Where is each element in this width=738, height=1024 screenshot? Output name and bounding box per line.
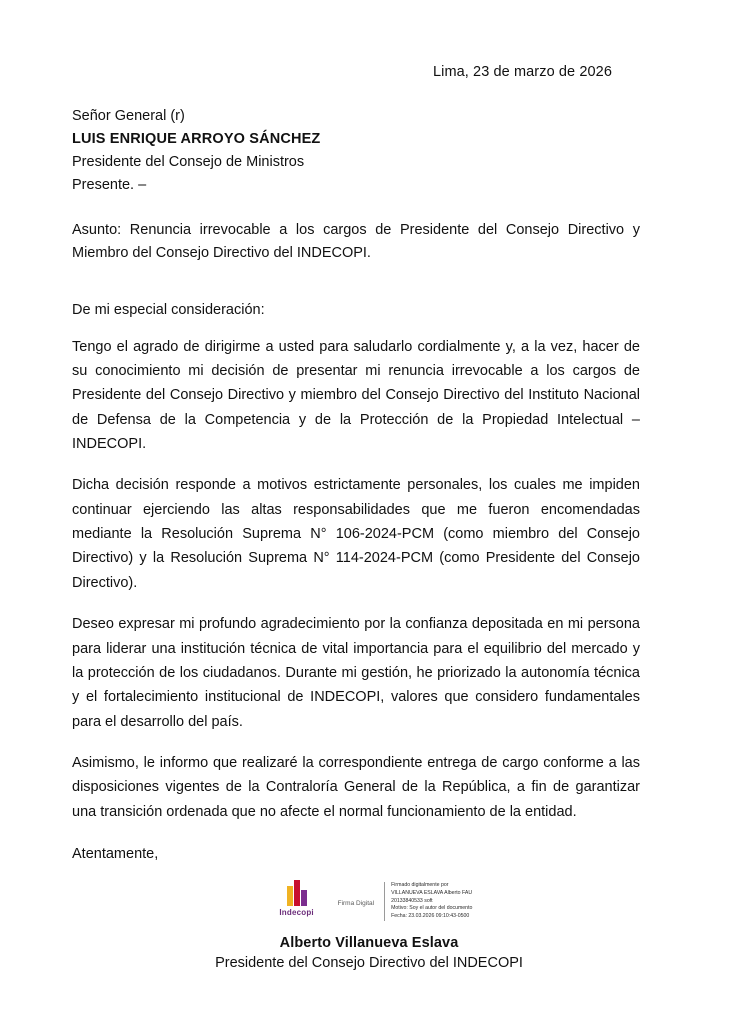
indecopi-logo bbox=[266, 880, 328, 917]
body-paragraph-3: Deseo expresar mi profundo agradecimiento por la confianza depositada en mi persona para liderar una institución técnica de vital importancia para el equilibrio del mercado y la protección de los ciudadanos. Durante mi gestión, he priorizado la autonomía técnica y el fortalecimiento institucional de INDECOPI, valores que considero fundamentales para el desarrollo del país. bbox=[72, 616, 640, 730]
signature-meta-line-5: Fecha: 23.03.2026 09:10:43-0500 bbox=[391, 913, 470, 920]
closing-line: Atentamente, bbox=[72, 846, 159, 863]
body-paragraph-2: Dicha decisión responde a motivos estrictamente personales, los cuales me impiden continuar ejerciendo las altas responsabilidades que me fueron encomendadas mediante la Resolución Suprema N° 106-2024-PCM (como miembro del Consejo Directivo) y la Resolución Suprema N° 114-2024-PCM (como Presidente del Consejo Directivo). bbox=[72, 477, 640, 591]
signature-meta-line-4: Motivo: Soy el autor del documento bbox=[391, 905, 473, 912]
addressee-block bbox=[72, 105, 666, 197]
addressee-position: Presidente del Consejo de Ministros bbox=[72, 153, 305, 170]
body-paragraph-1: Tengo el agrado de dirigirme a usted para saludarlo cordialmente y, a la vez, hacer de su conocimiento mi decisión de presentar mi renuncia irrevocable a los cargos de Presidente del Consejo Directivo y miembro del Consejo Directivo del Instituto Nacional de Defensa de la Competencia y de la Protección de la Propiedad Intelectual – INDECOPI. bbox=[72, 338, 640, 453]
indecopi-logo-label: Indecopi bbox=[279, 908, 314, 918]
addressee-name: LUIS ENRIQUE ARROYO SÁNCHEZ bbox=[72, 130, 321, 147]
signature-meta-line-2: VILLANUEVA ESLAVA Alberto FAU bbox=[391, 889, 473, 896]
date-line: Lima, 23 de marzo de 2026 bbox=[432, 64, 612, 80]
subject-line: Asunto: Renuncia irrevocable a los cargos de Presidente del Consejo Directivo y Miembro del Consejo Directivo del INDECOPI. bbox=[72, 221, 640, 262]
signer-title: Presidente del Consejo Directivo del INDECOPI bbox=[215, 955, 523, 972]
digital-signature-block bbox=[72, 880, 666, 921]
firma-digital-label: Firma Digital bbox=[337, 900, 375, 908]
addressee-presente: Presente. – bbox=[72, 176, 147, 193]
greeting-line: De mi especial consideración: bbox=[72, 301, 265, 318]
signature-meta-line-1: Firmado digitalmente por bbox=[391, 882, 449, 889]
body-paragraph-4: Asimismo, le informo que realizaré la correspondiente entrega de cargo conforme a las disposiciones vigentes de la Contraloría General de la República, a fin de garantizar una transición ordenada que no afecte el normal funcionamiento de la entidad. bbox=[72, 754, 640, 820]
signature-meta-line-3: 20133840533 soft bbox=[391, 897, 433, 904]
indecopi-logo-icon bbox=[287, 880, 307, 906]
signature-metadata bbox=[384, 882, 472, 921]
addressee-rank: Señor General (r) bbox=[72, 108, 185, 124]
signer-name: Alberto Villanueva Eslava bbox=[279, 935, 459, 952]
